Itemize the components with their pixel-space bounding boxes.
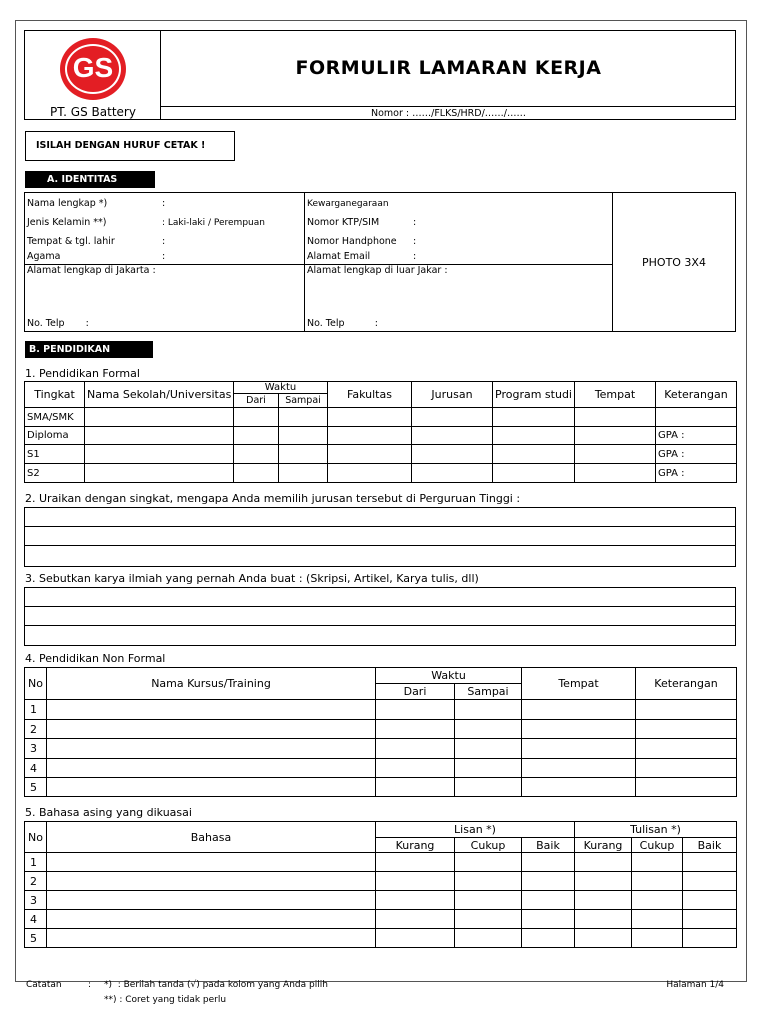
table-row [25, 445, 737, 464]
th-jurusan: Jurusan [412, 382, 493, 408]
th-tulisan-kurang: Kurang [575, 838, 632, 853]
tingkat-cell: S1 [25, 445, 85, 464]
th-keterangan: Keterangan [656, 382, 737, 408]
th-sampai: Sampai [279, 394, 328, 408]
th-fakultas: Fakultas [328, 382, 412, 408]
table-row [25, 408, 737, 427]
th-no: No [25, 668, 47, 700]
row-number: 5 [25, 778, 47, 797]
telp-right-label: No. Telp : [307, 318, 378, 329]
table-row [25, 872, 737, 891]
th-tempat: Tempat [522, 668, 636, 700]
row-number: 4 [25, 759, 47, 778]
table-row [25, 700, 737, 720]
hp-label: Nomor Handphone [307, 236, 397, 247]
alamat-jakarta-label: Alamat lengkap di Jakarta : [27, 265, 156, 276]
ttl-sep: : [162, 236, 166, 247]
footer-note-2: **) : Coret yang tidak perlu [104, 995, 227, 1005]
formal-education-table [24, 381, 737, 483]
footer-catatan: Catatan [26, 980, 62, 990]
th-dari: Dari [234, 394, 279, 408]
table-row [25, 910, 737, 929]
row-number: 3 [25, 891, 47, 910]
th-no: No [25, 822, 47, 853]
jk-sep: : Laki-laki / Perempuan [162, 218, 265, 228]
section-b-heading: B. PENDIDIKAN [25, 341, 153, 358]
gs-logo-text: GS [72, 52, 114, 83]
th-tulisan-cukup: Cukup [632, 838, 683, 853]
th-lisan: Lisan *) [376, 822, 575, 838]
row-number: 3 [25, 739, 47, 759]
ktp-sep: : [413, 217, 417, 228]
question-2: 2. Uraikan dengan singkat, mengapa Anda memilih jurusan tersebut di Perguruan Tinggi : [25, 492, 521, 505]
th-program: Program studi [493, 382, 575, 408]
nonformal-education-table [24, 667, 737, 797]
identitas-box [24, 192, 736, 332]
logo-cell [25, 31, 161, 119]
nonformal-title: 4. Pendidikan Non Formal [25, 652, 166, 665]
row-number: 4 [25, 910, 47, 929]
row-number: 5 [25, 929, 47, 948]
th-lisan-kurang: Kurang [376, 838, 455, 853]
footer-colon: : [88, 980, 92, 990]
tingkat-cell: SMA/SMK [25, 408, 85, 427]
table-row [25, 427, 737, 445]
form-title: FORMULIR LAMARAN KERJA [295, 57, 602, 79]
photo-placeholder: PHOTO 3X4 [642, 256, 706, 269]
alamat-luar-label: Alamat lengkap di luar Jakar : [307, 265, 448, 276]
table-row [25, 720, 737, 739]
ttl-label: Tempat & tgl. lahir [27, 236, 115, 247]
table-row [25, 891, 737, 910]
nomor-text: Nomor : ……/FLKS/HRD/……/…… [370, 108, 526, 119]
th-sekolah: Nama Sekolah/Universitas [85, 382, 234, 408]
th-lisan-cukup: Cukup [455, 838, 522, 853]
ket-cell: GPA : [656, 464, 737, 483]
row-number: 1 [25, 700, 47, 720]
row-number: 1 [25, 853, 47, 872]
th-lisan-baik: Baik [522, 838, 575, 853]
question-3: 3. Sebutkan karya ilmiah yang pernah Anda buat : (Skripsi, Artikel, Karya tulis, dll) [25, 572, 479, 585]
ket-cell: GPA : [656, 445, 737, 464]
th-dari: Dari [376, 684, 455, 700]
th-tempat: Tempat [575, 382, 656, 408]
ket-cell [656, 408, 737, 427]
row-number: 2 [25, 872, 47, 891]
bahasa-title: 5. Bahasa asing yang dikuasai [25, 806, 192, 819]
ktp-label: Nomor KTP/SIM [307, 217, 380, 228]
hp-sep: : [413, 236, 417, 247]
table-row [25, 464, 737, 483]
email-sep: : [413, 251, 417, 262]
tingkat-cell: S2 [25, 464, 85, 483]
agama-sep: : [162, 251, 166, 262]
th-nama-kursus: Nama Kursus/Training [47, 668, 376, 700]
email-label: Alamat Email [307, 251, 371, 262]
question-2-lines [24, 507, 736, 567]
row-number: 2 [25, 720, 47, 739]
tingkat-cell: Diploma [25, 427, 85, 445]
nama-sep: : [162, 198, 166, 209]
company-name: PT. GS Battery [50, 105, 136, 119]
table-row [25, 759, 737, 778]
instruction-box: ISILAH DENGAN HURUF CETAK ! [25, 131, 235, 161]
identitas-divider-v1 [304, 193, 305, 331]
footer-note-1: *) : Berilah tanda (√) pada kolom yang Anda pilih [104, 980, 328, 990]
language-table [24, 821, 737, 948]
jk-label: Jenis Kelamin **) [27, 217, 107, 228]
nomor-row [161, 106, 736, 120]
th-keterangan: Keterangan [636, 668, 737, 700]
th-waktu: Waktu [376, 668, 522, 684]
nama-label: Nama lengkap *) [27, 198, 108, 209]
section-a-heading: A. IDENTITAS [25, 171, 155, 188]
telp-left-label: No. Telp : [27, 318, 89, 329]
header-box [24, 30, 736, 120]
th-tulisan-baik: Baik [683, 838, 737, 853]
th-tulisan: Tulisan *) [575, 822, 737, 838]
agama-label: Agama [27, 251, 61, 262]
table-row [25, 929, 737, 948]
page-number: Halaman 1/4 [666, 980, 724, 990]
table-row [25, 739, 737, 759]
formal-title: 1. Pendidikan Formal [25, 367, 140, 380]
th-waktu: Waktu [234, 382, 328, 394]
ket-cell: GPA : [656, 427, 737, 445]
table-row [25, 778, 737, 797]
gs-logo [60, 38, 126, 100]
th-sampai: Sampai [455, 684, 522, 700]
table-row [25, 853, 737, 872]
th-tingkat: Tingkat [25, 382, 85, 408]
kewarganegaraan-label: Kewarganegaraan [307, 199, 389, 209]
question-3-lines [24, 587, 736, 646]
th-bahasa: Bahasa [47, 822, 376, 853]
